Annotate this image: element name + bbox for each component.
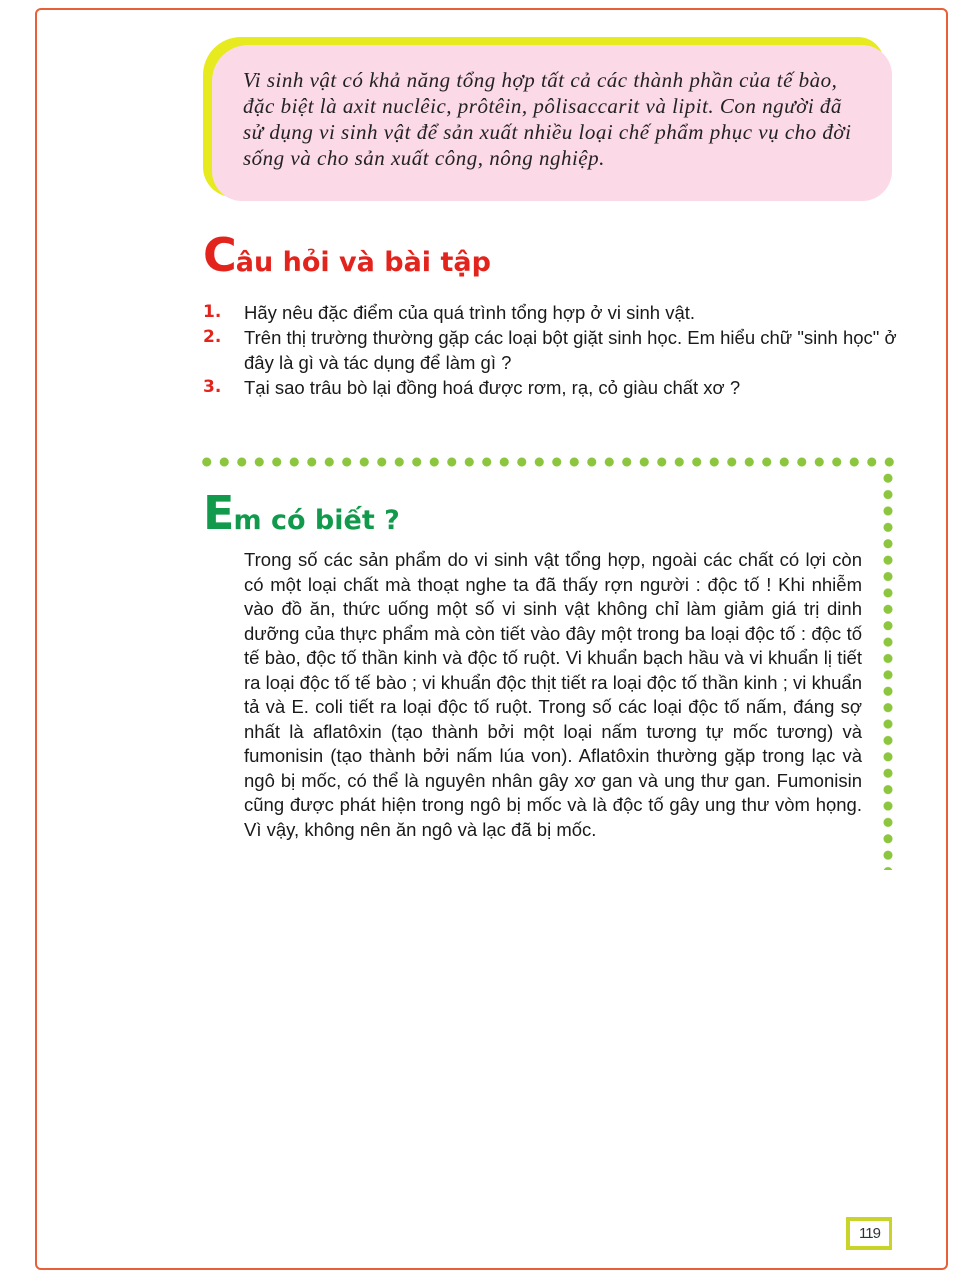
did-you-know-text: Trong số các sản phẩm do vi sinh vật tổng hợp, ngoài các chất có lợi còn có một loại chất mà thoạt nghe ta đã thấy rợn người : độc tố ! Khi nhiễm vào đồ ăn, thức uống một số vi sinh vật không chỉ làm giảm giá trị dinh dưỡng của thực phẩm mà còn tiết vào đây một trong ba loại độc tố : độc tố tế bào, độc tố thần kinh và độc tố ruột. Vi khuẩn bạch hầu và vi khuẩn lị tiết ra loại độc tố tế bào ; vi khuẩn độc thịt tiết ra loại độc tố thần kinh ; vi khuẩn tả và E. coli tiết ra loại độc tố ruột. Trong số các loại độc tố nấm, đáng sợ nhất là aflatôxin (tạo thành bởi một loại nấm tương tự mốc tương) và fumonisin (tạo thành bởi nấm lúa von). Aflatôxin thường gặp trong lạc và ngô bị mốc, có thể là nguyên nhân gây xơ gan và ung thư gan. Fumonisin cũng được phát hiện trong ngô bị mốc và là độc tố gây ung thư vòm họng. Vì vậy, không nên ăn ngô và lạc đã bị mốc. — [244, 549, 862, 840]
dotted-border-top — [198, 455, 898, 469]
summary-text: Vi sinh vật có khả năng tổng hợp tất cả các thành phần của tế bào, đặc biệt là axit nuclêic, prôtêin, pôlisaccarit và lipit. Con người đã sử dụng vi sinh vật để sản xuất nhiều loại chế phẩm phục vụ cho đời sống và cho sản xuất công, nông nghiệp. — [243, 68, 852, 170]
question-text: Hãy nêu đặc điểm của quá trình tổng hợp ở vi sinh vật. — [244, 302, 696, 323]
question-item — [203, 325, 903, 375]
question-text: Trên thị trường thường gặp các loại bột giặt sinh học. Em hiểu chữ "sinh học" ở đây là gì và tác dụng để làm gì ? — [244, 327, 897, 373]
did-you-know-heading-initial: E — [203, 486, 234, 540]
question-list — [203, 300, 903, 400]
did-you-know-heading-rest: m có biết ? — [233, 505, 400, 536]
dotted-border-right — [881, 470, 895, 870]
questions-heading — [203, 228, 491, 282]
summary-box — [212, 45, 892, 201]
question-number: 3. — [203, 377, 222, 397]
page-number: 119 — [846, 1217, 892, 1250]
did-you-know-heading — [203, 486, 400, 540]
question-number: 2. — [203, 327, 222, 347]
question-item — [203, 300, 903, 325]
questions-heading-rest: âu hỏi và bài tập — [235, 247, 491, 278]
question-item — [203, 375, 903, 400]
questions-heading-initial: C — [203, 228, 236, 282]
question-number: 1. — [203, 302, 222, 322]
question-text: Tại sao trâu bò lại đồng hoá được rơm, rạ, cỏ giàu chất xơ ? — [244, 377, 741, 398]
